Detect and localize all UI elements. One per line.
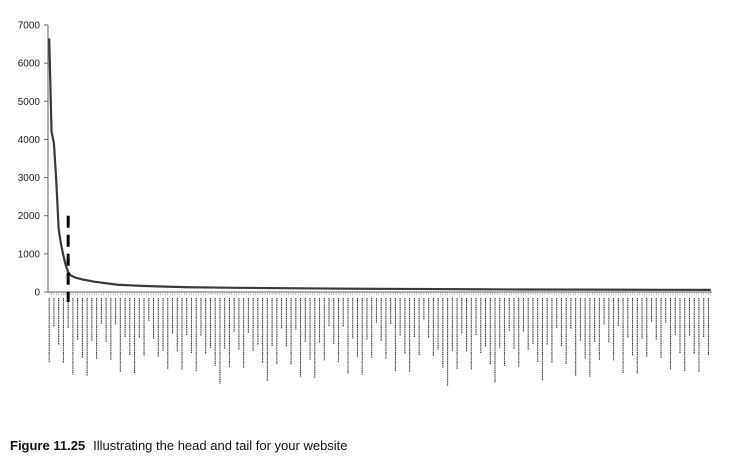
figure-number: Figure 11.25 xyxy=(10,438,86,453)
x-axis xyxy=(48,292,712,295)
y-tick-label: 3000 xyxy=(17,173,40,185)
category-labels xyxy=(49,298,708,386)
y-tick-label: 6000 xyxy=(17,58,40,70)
y-axis xyxy=(18,21,48,299)
y-tick-label: 2000 xyxy=(17,211,40,223)
y-tick-label: 4000 xyxy=(17,134,40,146)
y-tick-label: 5000 xyxy=(17,96,40,108)
series-line xyxy=(49,38,711,290)
figure-caption xyxy=(10,438,348,453)
series-layer xyxy=(49,38,711,290)
y-tick-label: 0 xyxy=(34,287,40,299)
y-tick-label: 7000 xyxy=(17,20,40,32)
caption-text: Illustrating the head and tail for your website xyxy=(93,438,348,453)
y-tick-label: 1000 xyxy=(17,249,40,261)
